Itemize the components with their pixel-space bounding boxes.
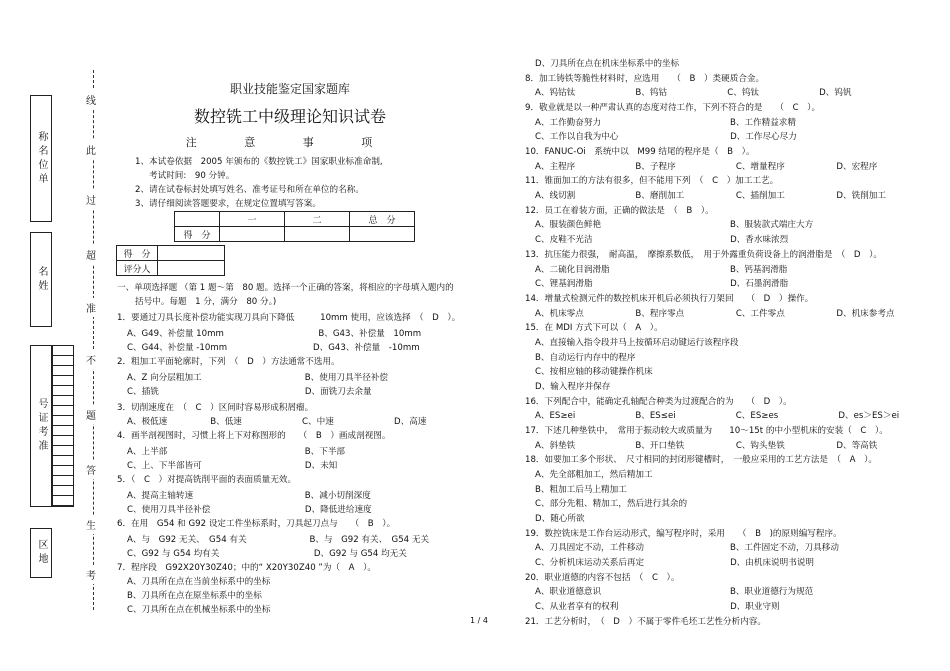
question-stem: 5．（ C ）对提高铣削平面的表面质量无效。 bbox=[117, 475, 297, 485]
question-stem: 16．下列配合中，能确定孔轴配合种类为过渡配合的为 （ D ）。 bbox=[525, 397, 792, 407]
answer-option: A、G49、补偿量 10mm B、G43、补偿量 10mm bbox=[127, 329, 422, 339]
score-cell[interactable] bbox=[285, 227, 350, 242]
answer-option: A、ES≥ei B、ES≤ei C、ES≥es D、es＞ES＞ei bbox=[535, 411, 900, 421]
answer-option: D、刀具所在点在机床坐标系中的坐标 bbox=[535, 59, 680, 69]
grader-cell[interactable] bbox=[158, 261, 225, 276]
answer-option: A、职业道德意识 B、职业道德行为规范 bbox=[535, 587, 814, 597]
note-1b: 考试时间: 90 分钟。 bbox=[149, 171, 235, 181]
answer-option: A、极低速 B、低速 C、中速 D、高速 bbox=[127, 417, 427, 427]
answer-option: B、刀具所在点在原坐标系中的坐标 bbox=[127, 591, 262, 601]
answer-option: A、钨钴钛 B、钨钴 C、钨钛 D、钨钒 bbox=[535, 88, 852, 98]
question-stem: 21．工艺分析时， （ D ）不属于零件毛坯工艺性分析内容。 bbox=[525, 617, 766, 627]
question-stem: 7．程序段 G92X20Y30Z40；中的“ X20Y30Z40 ”为（ A ）。 bbox=[117, 563, 376, 573]
grader-label: 评分人 bbox=[117, 261, 158, 276]
answer-option: C、锂基润滑脂 D、石墨润滑脂 bbox=[535, 279, 789, 289]
note-3: 3、请仔细阅读答题要求，在规定位置填写答案。 bbox=[135, 199, 321, 209]
cut-line-char: 超 bbox=[86, 245, 96, 264]
answer-option: C、G92 与 G54 均有关 D、G92 与 G54 均无关 bbox=[127, 549, 407, 559]
cut-line-char: 不 bbox=[86, 350, 96, 369]
question-stem: 18．如要加工多个形状、 尺寸相同的封闭形键槽时， 一般应采用的工艺方法是 （ A ）。 bbox=[525, 455, 877, 465]
question-stem: 12．员工在着装方面，正确的做法是 （ B ）。 bbox=[525, 206, 714, 216]
question-stem: 2．粗加工平面轮廓时，下列 （ D ）方法通常不选用。 bbox=[117, 357, 340, 367]
exam-title: 数控铣工中级理论知识试卷 bbox=[193, 107, 386, 126]
notes-heading: 注 意 事 项 bbox=[185, 136, 395, 149]
cut-line-char: 生 bbox=[86, 515, 96, 534]
answer-option: A、Z 向分层粗加工 B、使用刀具半径补偿 bbox=[127, 373, 389, 383]
cut-line-char: 准 bbox=[86, 298, 96, 317]
answer-option: A、斜垫铁 B、开口垫铁 C、钩头垫铁 D、等高铁 bbox=[535, 441, 878, 451]
answer-option: A、刀具固定不动，工件移动 B、工件固定不动，刀具移动 bbox=[535, 543, 839, 553]
binding-box-region: 区地 bbox=[30, 528, 52, 578]
section-instruction: 一、单项选择题 （第 1 题～第 80 题。选择一个正确的答案，将相应的字母填入题内的 bbox=[117, 283, 454, 293]
answer-option: A、与 G92 无关、 G54 有关 B、与 G92 有关、 G54 无关 bbox=[127, 535, 430, 545]
question-stem: 6．在用 G54 和 G92 设定工件坐标系时，刀具起刀点与 （ B ）。 bbox=[117, 519, 396, 529]
answer-option: C、插铣 D、面铣刀去余量 bbox=[127, 387, 372, 397]
answer-option: C、分析机床运动关系后再定 D、由机床说明书说明 bbox=[535, 558, 815, 568]
answer-option: C、使用刀具半径补偿 D、降低进给速度 bbox=[127, 505, 372, 515]
answer-option: C、部分先粗、精加工，然后进行其余的 bbox=[535, 499, 688, 509]
answer-option: B、粗加工后马上精加工 bbox=[535, 485, 627, 495]
question-stem: 15．在 MDI 方式下可以（ A ）。 bbox=[525, 323, 663, 333]
answer-option: A、二硫化目润滑脂 B、钙基润滑脂 bbox=[535, 265, 788, 275]
note-2: 2、请在试卷标封处填写姓名、准考证号和所在单位的名称。 bbox=[135, 185, 364, 195]
note-1: 1、本试卷依据 2005 年颁布的《数控铣工》国家职业标准命制, bbox=[135, 157, 383, 167]
binding-box-name: 名姓 bbox=[30, 232, 52, 327]
exam-bank-title: 职业技能鉴定国家题库 bbox=[229, 82, 350, 96]
answer-option: A、线切割 B、磨削加工 C、插削加工 D、铣削加工 bbox=[535, 191, 886, 201]
answer-option: A、服装颜色鲜艳 B、服装款式端庄大方 bbox=[535, 220, 814, 230]
answer-option: C、从业者享有的权利 D、职业守则 bbox=[535, 602, 780, 612]
answer-option: C、皮鞋不光洁 D、香水味浓烈 bbox=[535, 235, 789, 245]
cut-line-char: 线 bbox=[86, 90, 96, 109]
answer-option: C、工作以自我为中心 D、工作尽心尽力 bbox=[535, 132, 797, 142]
grader-table bbox=[116, 245, 225, 276]
question-stem: 17．下述几种垫铁中， 常用于振动较大或质量为 10～15t 的中小型机床的安装（ C ）。 bbox=[525, 426, 888, 436]
question-stem: 8．加工铸铁等脆性材料时，应选用 （ B ）类硬质合金。 bbox=[525, 74, 765, 84]
answer-option: A、先全部粗加工，然后精加工 bbox=[535, 470, 653, 480]
score-header-blank bbox=[175, 212, 220, 227]
exam-id-grid bbox=[52, 345, 74, 507]
question-stem: 14．增量式检测元件的数控机床开机后必须执行刀架回 （ D ）操作。 bbox=[525, 294, 814, 304]
score-header-1: 一 bbox=[220, 212, 285, 227]
binding-box-exam-id: 号证考准 bbox=[30, 345, 52, 507]
answer-option: A、工作勤奋努力 B、工作精益求精 bbox=[535, 118, 796, 128]
question-stem: 4．画半剖视图时，习惯上将上下对称图形的 （ B ）画成剖视图。 bbox=[117, 431, 391, 441]
cut-line-char: 过 bbox=[86, 190, 96, 209]
page-number: 1 / 4 bbox=[470, 616, 488, 625]
answer-option: D、随心所欲 bbox=[535, 514, 585, 524]
answer-option: D、输入程序并保存 bbox=[535, 382, 611, 392]
score-header-2: 二 bbox=[285, 212, 350, 227]
cut-line-char: 题 bbox=[86, 405, 96, 424]
question-stem: 3．切削速度在 （ C ）区间时容易形成积屑瘤。 bbox=[117, 403, 314, 413]
answer-option: A、直接输入指令段并马上按循环启动键运行该程序段 bbox=[535, 338, 739, 348]
question-stem: 13．抗压能力很强， 耐高温， 摩擦系数低， 用于外露重负荷设备上的润滑脂是 （ D ）。 bbox=[525, 250, 882, 260]
answer-option: C、上、下半部皆可 D、未知 bbox=[127, 461, 338, 471]
score-cell[interactable] bbox=[220, 227, 285, 242]
cut-line-char: 考 bbox=[86, 565, 96, 584]
question-stem: 9．敬业就是以一种严肃认真的态度对待工作，下列不符合的是 （ C ）。 bbox=[525, 103, 821, 113]
cut-line-char: 此 bbox=[86, 140, 96, 159]
cut-line-char: 答 bbox=[86, 460, 96, 479]
answer-option: C、刀具所在点在机械坐标系中的坐标 bbox=[127, 605, 271, 615]
answer-option: C、G44、补偿量 -10mm D、G43、补偿量 -10mm bbox=[127, 343, 420, 353]
question-stem: 1．要通过刀具长度补偿功能实现刀具向下降低 10mm 使用，应该选择 （ D ）。 bbox=[117, 313, 461, 323]
answer-option: A、上半部 B、下半部 bbox=[127, 447, 346, 457]
score-cell[interactable] bbox=[350, 227, 415, 242]
answer-option: A、机床零点 B、程序零点 C、工件零点 D、机床参考点 bbox=[535, 309, 895, 319]
question-stem: 19．数控铣床是工作台运动形式，编写程序时，采用 （ B )的原则编写程序。 bbox=[525, 529, 842, 539]
question-stem: 20．职业道德的内容不包括 （ C ）。 bbox=[525, 573, 680, 583]
score-table bbox=[174, 211, 415, 242]
section-instruction-2: 括号中。每题 1 分，满分 80 分。) bbox=[135, 297, 277, 307]
binding-box-unit: 称名位单 bbox=[30, 95, 52, 222]
answer-option: A、刀具所在点在当前坐标系中的坐标 bbox=[127, 577, 271, 587]
answer-option: B、自动运行内存中的程序 bbox=[535, 353, 636, 363]
answer-option: C、按相应轴的移动键操作机床 bbox=[535, 367, 653, 377]
grader-score-label: 得 分 bbox=[117, 246, 158, 261]
answer-option: A、提高主轴转速 B、减小切削深度 bbox=[127, 491, 371, 501]
question-stem: 10．FANUC-Oi 系统中以 M99 结尾的程序是（ B ）。 bbox=[525, 147, 755, 157]
question-stem: 11．锥面加工的方法有很多，但不能用下列 （ C ）加工工艺。 bbox=[525, 176, 779, 186]
grader-score-cell[interactable] bbox=[158, 246, 225, 261]
answer-option: A、主程序 B、子程序 C、增量程序 D、宏程序 bbox=[535, 162, 878, 172]
score-header-total: 总 分 bbox=[350, 212, 415, 227]
score-row-label: 得 分 bbox=[175, 227, 220, 242]
